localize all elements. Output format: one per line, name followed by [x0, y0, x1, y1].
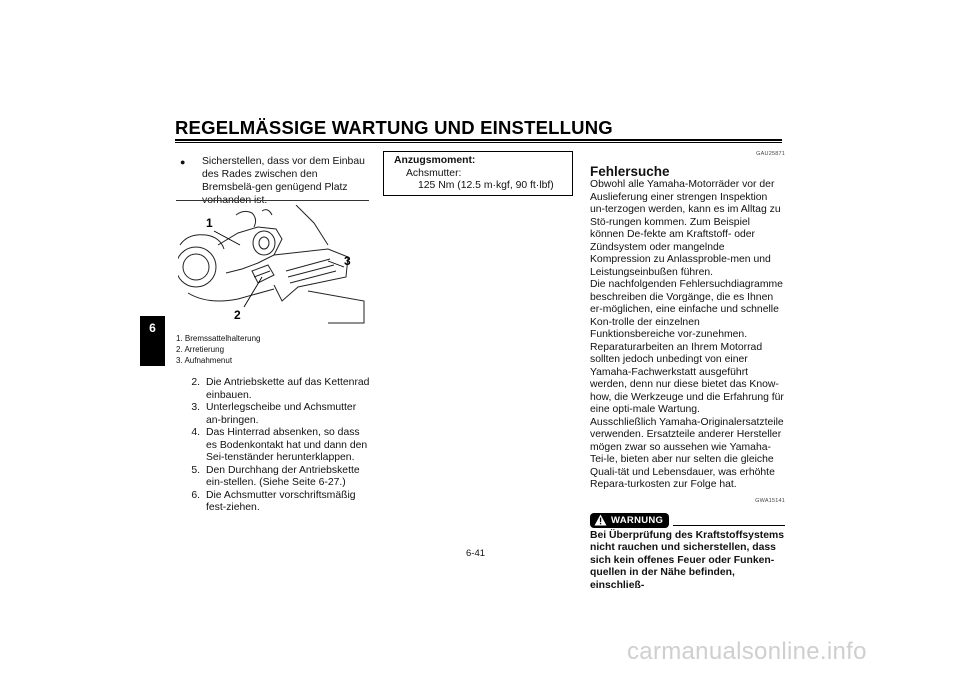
- torque-spec-box: [383, 151, 573, 196]
- title-rule: [175, 139, 782, 141]
- step-number: 4.: [191, 427, 200, 438]
- watermark: carmanualsonline.info: [627, 638, 867, 665]
- section-heading: Fehlersuche: [590, 164, 670, 179]
- step-text: Das Hinterrad absenken, so dass es Bodenkontakt hat und dann den Sei-tenständer herunterklappen.: [206, 427, 368, 463]
- step-text: Unterlegscheibe und Achsmutter an-bringen.: [206, 402, 357, 426]
- paragraph: Ausschließlich Yamaha-Originalersatzteile verwenden. Ersatzteile anderer Hersteller mögen zwar so aussehen wie Yamaha-Tei-le, bieten aber nur selten die gleiche Quali-tät und Lebensdauer, was erhöhte Repara-turkosten zur Folge hat.: [590, 416, 784, 490]
- torque-item: Achsmutter:: [406, 167, 462, 179]
- step-item: [176, 377, 371, 402]
- step-item: [176, 490, 371, 515]
- figure-captions: [176, 333, 366, 366]
- warning-text: Bei Überprüfung des Kraftstoffsystems nicht rauchen und sicherstellen, dass sich kein offenes Feuer oder Funken-quellen in der Nähe befinden, einschließ-: [590, 529, 784, 591]
- chapter-tab-label: 6: [149, 321, 156, 335]
- paragraph: Die nachfolgenden Fehlersuchdiagramme beschreiben die Vorgänge, die es Ihnen er-möglichen, eine einfache und schnelle Kon-trolle der einzelnen Funktionsbereiche vor-zunehmen. Reparaturarbeiten an Ihrem Motorrad sollten jedoch unbedingt von einer Yamaha-Fachwerkstatt ausgeführt werden, denn nur diese bietet das Know-how, die Werkzeuge und die Erfahrung für eine opti-male Wartung.: [590, 279, 784, 415]
- warning-rule: [673, 525, 785, 526]
- step-number: 5.: [191, 464, 200, 476]
- step-text: Den Durchhang der Antriebskette ein-stellen. (Siehe Seite 6-27.): [206, 464, 360, 488]
- step-list: [176, 377, 371, 515]
- page-title: REGELMÄSSIGE WARTUNG UND EINSTELLUNG: [175, 117, 613, 138]
- divider: [176, 200, 369, 201]
- warning-header: [590, 513, 785, 528]
- title-rule-thin: [175, 142, 782, 143]
- callout-1: 1: [206, 216, 213, 230]
- caption-2: 2. Arretierung: [176, 345, 225, 354]
- warning-code: GWA15141: [755, 497, 785, 504]
- bullet-text: Sicherstellen, dass vor dem Einbau des Rades zwischen den Bremsbelä-gen genügend Platz: [202, 156, 365, 193]
- brake-caliper-figure: [178, 205, 368, 327]
- section-code: GAU25871: [756, 151, 785, 157]
- troubleshooting-section: [590, 151, 785, 592]
- paragraph: Obwohl alle Yamaha-Motorräder vor der Auslieferung einer strengen Inspektion un-terzogen werden, kann es im Alltag zu Stö-rungen kommen. Zum Beispiel können De-fekte am Kraftstoff- oder Zündsystem oder mangelnde Kompression zu Anlassproble-men und Leistungseinbußen führen.: [590, 179, 781, 278]
- step-item: [176, 402, 371, 427]
- warning-triangle-icon: [594, 514, 607, 526]
- step-number: 2.: [191, 377, 200, 388]
- callout-2: 2: [234, 308, 241, 322]
- chapter-tab: [140, 316, 165, 366]
- warning-label: WARNUNG: [611, 514, 664, 526]
- caption-1: 1. Bremssattelhalterung: [176, 334, 261, 343]
- step-text: Die Antriebskette auf das Kettenrad einbauen.: [206, 377, 370, 401]
- bullet-dot-icon: ●: [180, 157, 186, 167]
- warning-badge: [590, 513, 669, 528]
- torque-label: Anzugsmoment:: [394, 155, 476, 166]
- page-number: 6-41: [466, 548, 486, 559]
- step-item: [176, 427, 371, 465]
- caption-3: 3. Aufnahmenut: [176, 356, 233, 365]
- step-text: Die Achsmutter vorschriftsmäßig fest-ziehen.: [206, 489, 356, 513]
- step-number: 3.: [191, 402, 200, 413]
- step-item: [176, 465, 371, 490]
- torque-value: 125 Nm (12.5 m·kgf, 90 ft·lbf): [418, 180, 554, 191]
- step-number: 6.: [191, 489, 200, 501]
- callout-3: 3: [344, 254, 351, 268]
